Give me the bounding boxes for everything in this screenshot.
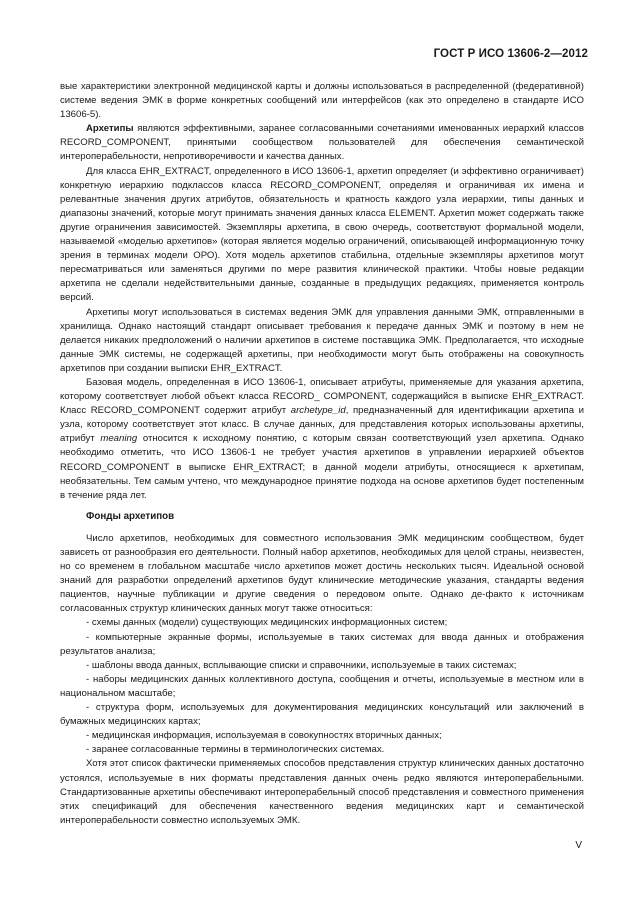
list-item: - заранее согласованные термины в терминологических системах. xyxy=(86,744,385,756)
attribute-name: meaning xyxy=(100,433,138,445)
paragraph-archetype-usage: Архетипы могут использоваться в системах ведения ЭМК для управления данными ЭМК, отправленными в хранилища. Однако настоящий стандарт описывает требования к передаче данных ЭМК и поэтому в нем не делается никаких предположений о наличии архетипов в системе поставщика ЭМК. Предполагается, что исходные данные ЭМК системы, не содержащей архетипы, при необходимости могут быть отображены на совокупность архетипов при создании выписки EHR_EXTRACT. xyxy=(60,306,584,374)
paragraph-text: являются эффективными, заранее согласованными сочетаниями именованных иерархий классов RECORD_COMPONENT, принятыми сообществом пользователей для обеспечения семантической интероперабельности, непротиворечивости и качества данных. xyxy=(60,123,584,163)
list-item: - шаблоны ввода данных, всплывающие списки и справочники, используемые в таких системах; xyxy=(86,659,517,671)
list-item: - наборы медицинских данных коллективного доступа, сообщения и отчеты, используемые в местном или в национальном масштабе; xyxy=(60,673,584,699)
paragraph-ehr-extract: Для класса EHR_EXTRACT, определенного в ИСО 13606-1, архетип определяет (и эффективно ограничивает) конкретную иерархию подклассов класса RECORD_COMPONENT, определяя и ограничивая их имена и релевантные значения других атрибутов, обязательность и кратность каждого узла иерархии, типы данных и диапазоны значений, которые могут принимать значения данных класса ELEMENT. Архетип может содержать также другие ограничения зависимостей. Экземпляры архетипа, в свою очередь, соответствуют формальной модели, называемой «моделью архетипов» (которая является моделью ограничений, описывающей информационную точку зрения в терминах модели ОРО). Хотя модель архетипов стабильна, отдельные экземпляры архетипов могут пересматриваться или заменяться другими по мере развития клинической практики. Чтобы новые редакции архетипа не сделали недействительными данные, созданные в предыдущих редакциях, применяется контроль версий. xyxy=(60,165,584,304)
term-archetypes: Архетипы xyxy=(86,123,134,135)
paragraph-text: Базовая модель, определенная в ИСО 13606-1, описывает атрибуты, применяемые для указания архетипа, которому соответствует любой объект класса RECORD_ COMPONENT, содержащийся в выписке EHR_EXTRACT. Класс RECORD_COMPONENT содержит атрибут xyxy=(60,376,584,417)
page-body xyxy=(60,80,584,828)
list-item: - структура форм, используемых для документирования медицинских консультаций или заключений в бумажных медицинских картах; xyxy=(60,702,584,728)
paragraph-archetypes-definition xyxy=(60,122,584,164)
attribute-name: archetype_id xyxy=(290,405,346,417)
section-heading: Фонды архетипов xyxy=(86,510,175,522)
paragraph-text: относится к исходному понятию, с которым связан соответствующий узел архетипа. Однако необходимо отметить, что ИСО 13606-1 не требует участия архетипов в управлении иерархией объектов RECORD_COMPONENT в выписке EHR_EXTRACT; в данной модели атрибуты, относящиеся к архетипам, необязательны. Тем самым учтено, что международное принятие подхода на основе архетипов будет постепенным в течение ряда лет. xyxy=(60,433,584,501)
list-item: - схемы данных (модели) существующих медицинских информационных систем; xyxy=(86,617,448,629)
paragraph-continuation: вые характеристики электронной медицинской карты и должны использоваться в распределенной (федеративной) системе ведения ЭМК в форме конкретных сообщений или интерфейсов (как это определено в стандарте ИСО 13606-5). xyxy=(60,81,584,121)
document-header-id: ГОСТ Р ИСО 13606-2—2012 xyxy=(433,48,588,60)
page-number: V xyxy=(575,840,582,851)
list-item: - компьютерные экранные формы, используемые в таких системах для ввода данных и отображения результатов анализа; xyxy=(60,631,584,657)
list-item: - медицинская информация, используемая в совокупностях вторичных данных; xyxy=(86,730,442,742)
paragraph-text: , предназначенный для идентификации архетипа и узла, которому соответствует этот класс. В случае данных, для представления которых использованы архетипы, атрибут xyxy=(60,405,584,445)
paragraph-archetype-pools: Число архетипов, необходимых для совместного использования ЭМК медицинским сообществом, будет зависеть от разнообразия его деятельности. Полный набор архетипов, необходимых для целой страны, неизвестен, но со временем в глобальном масштабе число архетипов может достичь нескольких тысяч. Идеальной основой знаний для разработки определений архетипов будут клинические методические указания, стандарты ведения пациентов, научные публикации и другие сведения о передовом опыте. Однако де-факто к источникам согласованных структур клинических данных могут также относиться: xyxy=(60,532,584,615)
paragraph-reference-model xyxy=(60,376,584,503)
paragraph-closing: Хотя этот список фактически применяемых способов представления структур клинических данных достаточно устоялся, используемые в них форматы представления данных очень редко являются интероперабельными. Стандартизованные архетипы обеспечивают интероперабельный способ представления и совместного применения этих спецификаций для обеспечения качественного ведения медицинских карт и семантической интероперабельности совместно используемых ЭМК. xyxy=(60,758,584,826)
